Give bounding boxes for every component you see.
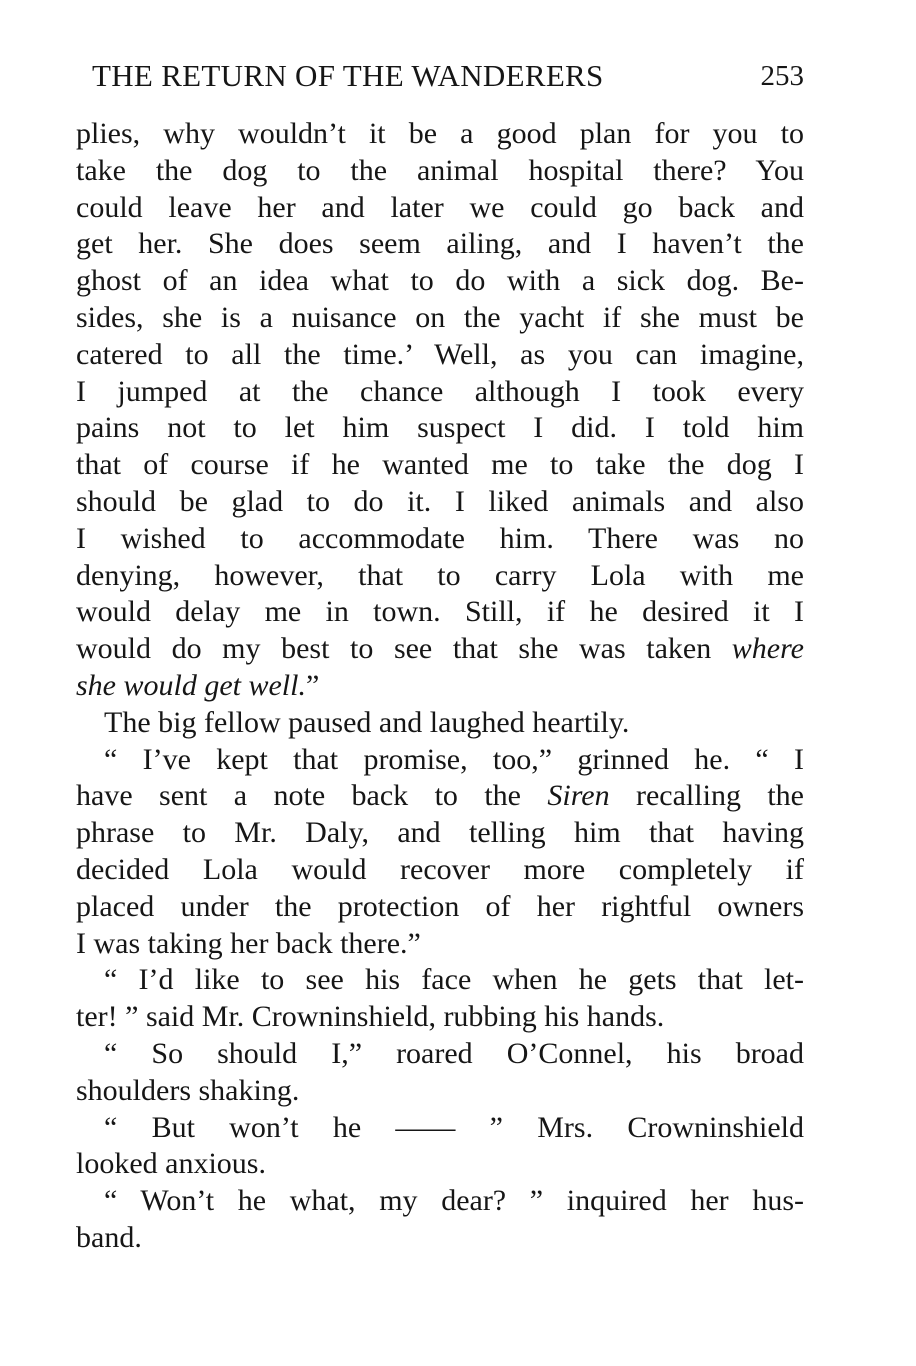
line-text: have sent a note back to the	[76, 779, 521, 813]
line-text: plies, why wouldn’t it be a good plan for you to	[76, 117, 804, 150]
italic-text: Siren	[547, 779, 610, 813]
text-line	[76, 447, 804, 484]
body-text	[76, 116, 804, 1257]
line-text: “ I’d like to see his face when he gets that let-	[104, 963, 804, 997]
line-text: get her. She does seem ailing, and I haven’t the	[76, 227, 804, 261]
line-text-after: recalling the	[636, 779, 804, 813]
running-title: THE RETURN OF THE WANDERERS	[92, 58, 604, 93]
text-line	[76, 1183, 804, 1220]
text-line	[76, 631, 804, 668]
line-text: phrase to Mr. Daly, and telling him that having	[76, 816, 804, 850]
line-text: I was taking her back there.”	[76, 926, 421, 960]
text-line	[76, 263, 804, 300]
line-text: denying, however, that to carry Lola with me	[76, 558, 804, 592]
text-line	[76, 926, 804, 963]
line-text: should be glad to do it. I liked animals and also	[76, 484, 804, 518]
page-header	[92, 58, 804, 102]
text-line	[76, 742, 804, 779]
text-line	[76, 594, 804, 631]
text-line	[76, 1220, 804, 1257]
text-line	[76, 337, 804, 374]
line-text: band.	[76, 1220, 142, 1254]
line-text: pains not to let him suspect I did. I told him	[76, 411, 804, 445]
text-line	[76, 668, 804, 705]
line-text: ter! ” said Mr. Crowninshield, rubbing his hands.	[76, 1000, 665, 1034]
line-text: would delay me in town. Still, if he desired it I	[76, 595, 804, 629]
text-line	[76, 815, 804, 852]
text-line	[76, 705, 804, 742]
line-text: take the dog to the animal hospital there? You	[76, 153, 804, 187]
text-line	[76, 226, 804, 263]
line-text: looked anxious.	[76, 1147, 266, 1181]
text-line	[76, 1036, 804, 1073]
text-line	[76, 1110, 804, 1147]
text-line	[76, 778, 804, 815]
text-line	[76, 1073, 804, 1110]
text-line	[76, 153, 804, 190]
line-text: placed under the protection of her rightful owners	[76, 889, 804, 923]
line-text: would do my best to see that she was taken	[76, 632, 712, 666]
line-text: that of course if he wanted me to take the dog I	[76, 448, 804, 482]
text-line	[76, 962, 804, 999]
text-line	[76, 190, 804, 227]
line-text: “ So should I,” roared O’Connel, his broad	[104, 1036, 804, 1070]
line-text: shoulders shaking.	[76, 1073, 300, 1107]
text-line	[76, 410, 804, 447]
text-line	[76, 1146, 804, 1183]
italic-text: she would get well.	[76, 668, 306, 702]
line-text: “ But won’t he —— ” Mrs. Crowninshield	[104, 1110, 804, 1144]
text-line	[76, 521, 804, 558]
text-line	[76, 889, 804, 926]
line-text: could leave her and later we could go back and	[76, 190, 804, 224]
italic-text: where	[731, 632, 804, 666]
text-line	[76, 116, 804, 153]
text-line	[76, 558, 804, 595]
text-line	[76, 300, 804, 337]
line-text: catered to all the time.’ Well, as you can imagine,	[76, 337, 804, 371]
page-number: 253	[760, 60, 804, 92]
line-text: sides, she is a nuisance on the yacht if she must be	[76, 300, 804, 334]
line-text: “ Won’t he what, my dear? ” inquired her hus-	[104, 1184, 804, 1218]
line-text: ghost of an idea what to do with a sick dog. Be-	[76, 264, 804, 298]
text-line	[76, 484, 804, 521]
line-text: decided Lola would recover more completely if	[76, 852, 804, 886]
line-text: The big fellow paused and laughed heartily.	[104, 705, 630, 739]
text-line	[76, 999, 804, 1036]
line-text: I wished to accommodate him. There was no	[76, 521, 804, 555]
text-line	[76, 852, 804, 889]
line-text-after: ”	[305, 668, 320, 702]
line-text: I jumped at the chance although I took every	[76, 374, 804, 408]
line-text: “ I’ve kept that promise, too,” grinned he. “ I	[104, 742, 804, 776]
text-line	[76, 374, 804, 411]
